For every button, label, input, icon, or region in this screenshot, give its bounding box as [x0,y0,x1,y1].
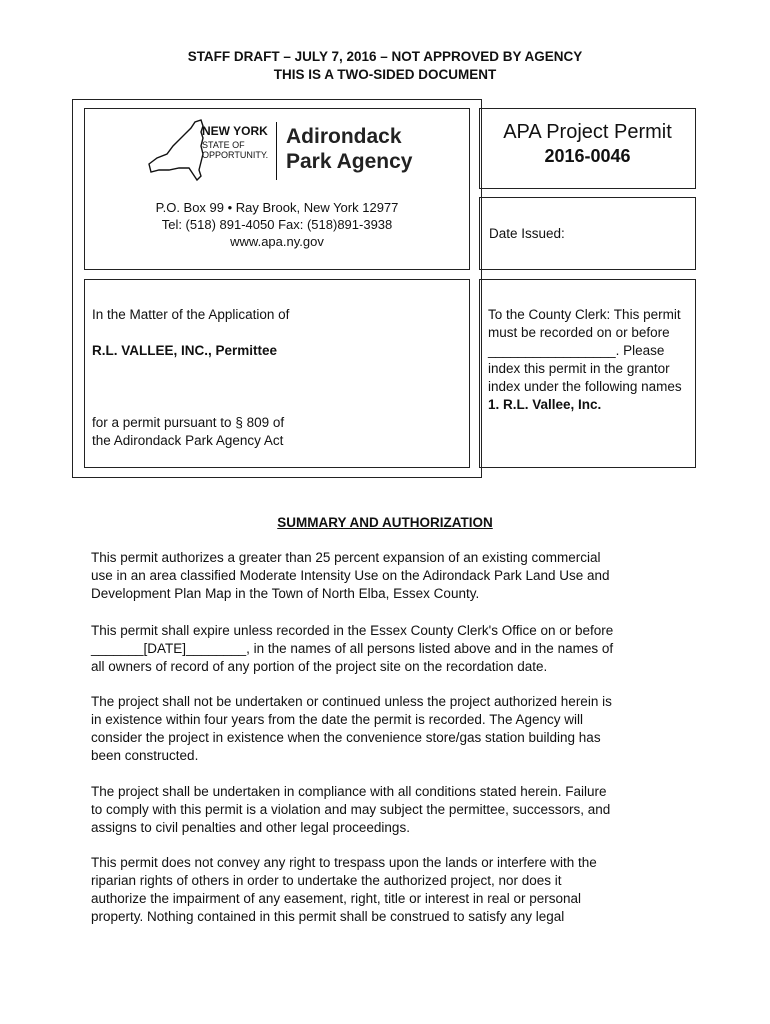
grantor-name: 1. R.L. Vallee, Inc. [488,397,602,412]
paragraph-authorization: This permit authorizes a greater than 25 percent expansion of an existing commercial use in an area classified Moderate Intensity Use on the Adirondack Park Land Use and Development Plan Map in the Town of North Elba, Essex County. [91,550,610,601]
permittee-name: R.L. VALLEE, INC., Permittee [92,343,278,358]
paragraph-rights: This permit does not convey any right to trespass upon the lands or interfere with the riparian rights of others in order to undertake the authorized project, nor does it authorize the impairment of any easement, right, title or interest in real or personal property. Nothing contained in this permit shall be construed to satisfy any legal [91,855,597,924]
ny-logo-text: NEW YORK [202,124,268,138]
matter-heading: In the Matter of the Application of [92,307,290,322]
paragraph-compliance: The project shall be undertaken in compliance with all conditions stated herein. Failure to comply with this permit is a violation and may subject the permittee, successors, and assigns to civil penalties and other legal proceedings. [91,784,611,835]
two-sided-notice: THIS IS A TWO-SIDED DOCUMENT [273,67,497,82]
paragraph-expiration: This permit shall expire unless recorded in the Essex County Clerk's Office on or before _______[DATE]________, in the names of all persons listed above and in the names of all owners of record of any portion of the project site on the recordation date. [91,623,614,674]
date-issued-label: Date Issued: [489,226,565,241]
agency-website: www.apa.ny.gov [230,234,324,249]
county-clerk-instructions: To the County Clerk: This permit must be recorded on or before _________________. Please index this permit in the grantor index under the following names 1. R.L. Vallee, Inc. [488,306,693,414]
ny-logo-subtext: STATE OF OPPORTUNITY. [202,140,269,160]
agency-logo-name: Adirondack Park Agency [286,125,413,173]
agency-phone: Tel: (518) 891-4050 Fax: (518)891-3938 [161,217,393,232]
logo-divider [276,122,277,180]
draft-notice: STAFF DRAFT – JULY 7, 2016 – NOT APPROVED BY AGENCY [187,49,583,64]
document-header [0,48,770,84]
permit-title: APA Project Permit [503,121,672,143]
permit-number: 2016-0046 [544,146,631,166]
permit-purpose: for a permit pursuant to § 809 of the Adirondack Park Agency Act [92,415,285,448]
section-title: SUMMARY AND AUTHORIZATION [277,515,493,530]
agency-contact [84,199,470,250]
agency-address: P.O. Box 99 • Ray Brook, New York 12977 [155,200,399,215]
paragraph-existence: The project shall not be undertaken or continued unless the project authorized herein is in existence within four years from the date the permit is recorded. The Agency will consider the project in existence when the convenience store/gas station building has been constructed. [91,694,612,763]
